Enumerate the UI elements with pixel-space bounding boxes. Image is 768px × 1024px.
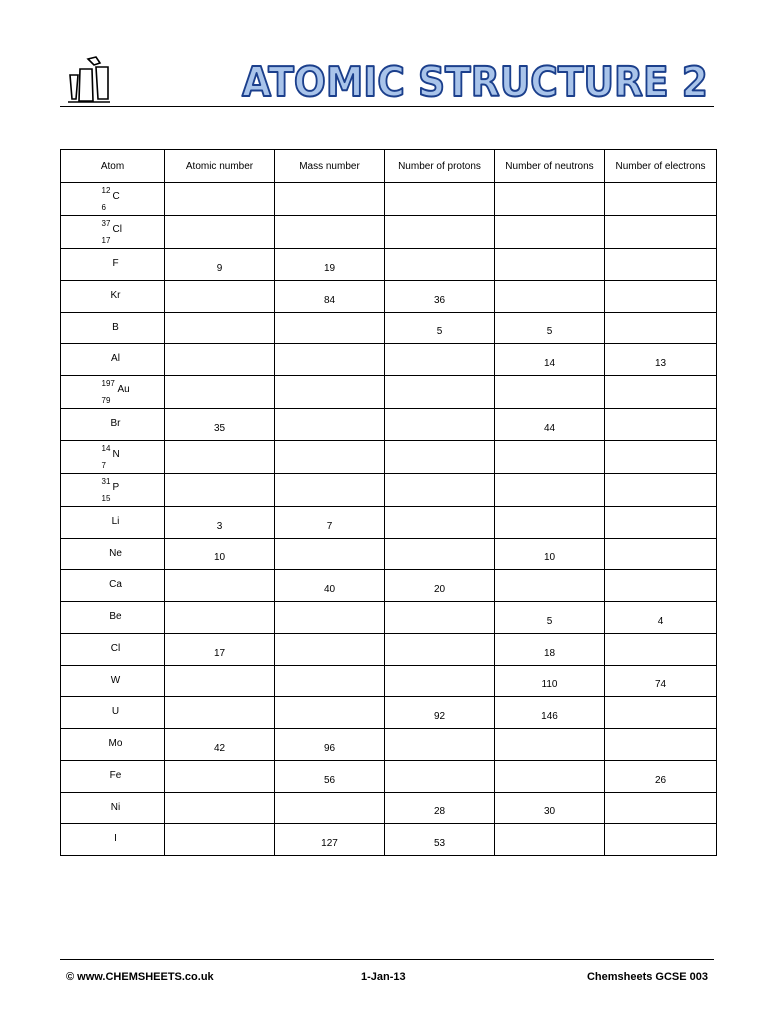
element-symbol: Au <box>117 384 130 395</box>
protons-cell[interactable] <box>385 344 495 376</box>
mass-number-superscript: 14 <box>101 443 111 453</box>
protons-cell[interactable] <box>385 602 495 634</box>
neutrons-cell[interactable] <box>495 216 605 249</box>
atom-cell <box>61 792 165 824</box>
table-row <box>61 538 717 570</box>
table-row <box>61 249 717 281</box>
isotope-notation <box>101 186 132 212</box>
element-symbol: N <box>112 448 120 460</box>
column-header-atom: Atom <box>61 150 165 183</box>
table-row <box>61 760 717 792</box>
mass-number-superscript: 31 <box>101 476 111 486</box>
atomic-number-subscript: 7 <box>101 460 106 470</box>
neutrons-cell[interactable]: 110 <box>495 665 605 697</box>
mass-number-cell[interactable]: 56 <box>275 760 385 792</box>
electrons-cell[interactable] <box>605 183 717 216</box>
atom-cell <box>61 760 165 792</box>
protons-cell[interactable]: 36 <box>385 280 495 312</box>
table-row <box>61 409 717 441</box>
column-header-neutrons: Number of neutrons <box>495 150 605 183</box>
mass-number-superscript: 12 <box>101 186 111 195</box>
atomic-number-subscript: 17 <box>101 236 111 245</box>
table-row <box>61 280 717 312</box>
element-symbol: Al <box>111 353 120 365</box>
neutrons-cell[interactable] <box>495 729 605 761</box>
element-symbol: Fe <box>109 769 122 781</box>
mass-number-cell[interactable] <box>275 602 385 634</box>
protons-cell[interactable] <box>385 183 495 216</box>
protons-cell[interactable] <box>385 440 495 473</box>
element-symbol: Mo <box>108 738 123 749</box>
atomic-number-cell[interactable] <box>165 183 275 216</box>
atom-cell <box>61 409 165 441</box>
element-symbol: Kr <box>110 289 121 301</box>
neutrons-cell[interactable] <box>495 473 605 506</box>
table-header-row <box>61 150 717 183</box>
element-symbol: Br <box>110 418 121 429</box>
neutrons-cell[interactable]: 44 <box>495 409 605 441</box>
element-symbol: P <box>112 481 120 493</box>
electrons-cell[interactable]: 26 <box>605 760 717 792</box>
atomic-number-cell[interactable] <box>165 602 275 634</box>
column-header-protons: Number of protons <box>385 150 495 183</box>
electrons-cell[interactable] <box>605 440 717 473</box>
atom-cell <box>61 473 165 506</box>
electrons-cell[interactable] <box>605 570 717 602</box>
protons-cell[interactable] <box>385 249 495 281</box>
atom-cell <box>61 506 165 538</box>
atom-cell <box>61 697 165 729</box>
protons-cell[interactable] <box>385 409 495 441</box>
atomic-number-subscript: 15 <box>101 493 111 503</box>
element-symbol: F <box>112 258 119 269</box>
isotope-notation <box>101 476 132 503</box>
neutrons-cell[interactable] <box>495 280 605 312</box>
atomic-number-cell[interactable] <box>165 665 275 697</box>
atom-cell <box>61 344 165 376</box>
mass-number-cell[interactable] <box>275 440 385 473</box>
column-header-electrons: Number of electrons <box>605 150 717 183</box>
element-symbol: I <box>114 833 117 845</box>
mass-number-cell[interactable] <box>275 665 385 697</box>
electrons-cell[interactable] <box>605 216 717 249</box>
atom-cell <box>61 280 165 312</box>
element-symbol: Cl <box>112 224 122 235</box>
neutrons-cell[interactable] <box>495 440 605 473</box>
footer-date: 1-Jan-13 <box>361 971 406 983</box>
protons-cell[interactable] <box>385 376 495 409</box>
atom-cell <box>61 440 165 473</box>
element-symbol: Ca <box>109 579 122 591</box>
electrons-cell[interactable] <box>605 538 717 570</box>
atomic-number-cell[interactable]: 3 <box>165 506 275 538</box>
mass-number-cell[interactable]: 7 <box>275 506 385 538</box>
protons-cell[interactable] <box>385 760 495 792</box>
mass-number-cell[interactable] <box>275 697 385 729</box>
mass-number-superscript: 37 <box>101 219 111 228</box>
atom-cell <box>61 633 165 665</box>
neutrons-cell[interactable] <box>495 506 605 538</box>
atomic-number-cell[interactable] <box>165 344 275 376</box>
atomic-number-cell[interactable] <box>165 570 275 602</box>
atomic-number-cell[interactable]: 17 <box>165 633 275 665</box>
atom-cell <box>61 538 165 570</box>
table-row <box>61 376 717 409</box>
atomic-number-cell[interactable] <box>165 376 275 409</box>
header-divider <box>60 106 714 107</box>
table-row <box>61 183 717 216</box>
mass-number-cell[interactable] <box>275 183 385 216</box>
mass-number-cell[interactable]: 127 <box>275 824 385 856</box>
element-symbol: U <box>111 706 120 718</box>
neutrons-cell[interactable] <box>495 376 605 409</box>
electrons-cell[interactable] <box>605 409 717 441</box>
page-title <box>240 52 710 104</box>
atom-cell <box>61 570 165 602</box>
neutrons-cell[interactable]: 14 <box>495 344 605 376</box>
atom-cell <box>61 183 165 216</box>
atomic-number-cell[interactable] <box>165 760 275 792</box>
footer-website: © www.CHEMSHEETS.co.uk <box>66 971 214 983</box>
electrons-cell[interactable] <box>605 376 717 409</box>
neutrons-cell[interactable]: 10 <box>495 538 605 570</box>
mass-number-cell[interactable]: 96 <box>275 729 385 761</box>
mass-number-cell[interactable] <box>275 538 385 570</box>
neutrons-cell[interactable] <box>495 760 605 792</box>
atomic-number-cell[interactable]: 35 <box>165 409 275 441</box>
mass-number-cell[interactable] <box>275 216 385 249</box>
atomic-number-cell[interactable] <box>165 216 275 249</box>
neutrons-cell[interactable]: 146 <box>495 697 605 729</box>
neutrons-cell[interactable]: 5 <box>495 602 605 634</box>
element-symbol: B <box>112 321 119 333</box>
neutrons-cell[interactable]: 5 <box>495 312 605 344</box>
neutrons-cell[interactable] <box>495 183 605 216</box>
atomic-structure-table <box>60 149 717 856</box>
protons-cell[interactable] <box>385 473 495 506</box>
electrons-cell[interactable] <box>605 729 717 761</box>
neutrons-cell[interactable] <box>495 570 605 602</box>
element-symbol: Be <box>109 611 122 622</box>
atomic-number-subscript: 6 <box>101 203 106 212</box>
element-symbol: Ne <box>109 547 122 559</box>
atom-cell <box>61 824 165 856</box>
atomic-number-subscript: 79 <box>101 396 111 405</box>
protons-cell[interactable] <box>385 633 495 665</box>
electrons-cell[interactable] <box>605 633 717 665</box>
table-row <box>61 729 717 761</box>
neutrons-cell[interactable]: 30 <box>495 792 605 824</box>
neutrons-cell[interactable]: 18 <box>495 633 605 665</box>
protons-cell[interactable] <box>385 729 495 761</box>
isotope-notation <box>101 219 132 245</box>
electrons-cell[interactable] <box>605 280 717 312</box>
element-symbol: C <box>112 191 120 202</box>
electrons-cell[interactable] <box>605 506 717 538</box>
table-row <box>61 506 717 538</box>
element-symbol: Cl <box>110 642 121 654</box>
mass-number-cell[interactable]: 40 <box>275 570 385 602</box>
table-row <box>61 440 717 473</box>
neutrons-cell[interactable] <box>495 824 605 856</box>
neutrons-cell[interactable] <box>495 249 605 281</box>
atom-cell <box>61 249 165 281</box>
atom-cell <box>61 376 165 409</box>
atom-cell <box>61 729 165 761</box>
isotope-notation <box>101 443 132 470</box>
atomic-number-cell[interactable] <box>165 473 275 506</box>
element-symbol: Ni <box>110 801 121 813</box>
table-row <box>61 665 717 697</box>
atomic-number-cell[interactable]: 42 <box>165 729 275 761</box>
isotope-notation <box>101 379 132 405</box>
electrons-cell[interactable]: 74 <box>605 665 717 697</box>
table-row <box>61 602 717 634</box>
page-title-text: ATOMIC STRUCTURE 2 <box>242 58 708 104</box>
electrons-cell[interactable]: 4 <box>605 602 717 634</box>
table-row <box>61 216 717 249</box>
electrons-cell[interactable] <box>605 824 717 856</box>
table-row <box>61 824 717 856</box>
mass-number-superscript: 197 <box>101 379 115 388</box>
atomic-number-cell[interactable] <box>165 280 275 312</box>
mass-number-cell[interactable] <box>275 344 385 376</box>
footer-code: Chemsheets GCSE 003 <box>586 971 708 983</box>
atomic-number-cell[interactable]: 9 <box>165 249 275 281</box>
atom-cell <box>61 602 165 634</box>
protons-cell[interactable]: 5 <box>385 312 495 344</box>
table-row <box>61 570 717 602</box>
protons-cell[interactable]: 53 <box>385 824 495 856</box>
electrons-cell[interactable]: 13 <box>605 344 717 376</box>
lab-glassware-icon <box>66 55 112 103</box>
protons-cell[interactable] <box>385 538 495 570</box>
atomic-number-cell[interactable] <box>165 792 275 824</box>
table-row <box>61 792 717 824</box>
protons-cell[interactable]: 92 <box>385 697 495 729</box>
element-symbol: Li <box>111 515 120 527</box>
table-row <box>61 633 717 665</box>
table-row <box>61 473 717 506</box>
protons-cell[interactable] <box>385 216 495 249</box>
electrons-cell[interactable] <box>605 249 717 281</box>
element-symbol: W <box>110 674 121 686</box>
atomic-number-cell[interactable] <box>165 312 275 344</box>
protons-cell[interactable] <box>385 506 495 538</box>
mass-number-cell[interactable]: 19 <box>275 249 385 281</box>
mass-number-cell[interactable] <box>275 409 385 441</box>
footer-divider <box>60 959 714 960</box>
atomic-number-cell[interactable]: 10 <box>165 538 275 570</box>
mass-number-cell[interactable] <box>275 376 385 409</box>
mass-number-cell[interactable] <box>275 633 385 665</box>
electrons-cell[interactable] <box>605 697 717 729</box>
atom-cell <box>61 312 165 344</box>
atom-cell <box>61 216 165 249</box>
mass-number-cell[interactable] <box>275 473 385 506</box>
atomic-number-cell[interactable] <box>165 697 275 729</box>
mass-number-cell[interactable] <box>275 312 385 344</box>
atomic-number-cell[interactable] <box>165 440 275 473</box>
mass-number-cell[interactable]: 84 <box>275 280 385 312</box>
column-header-mass-number: Mass number <box>275 150 385 183</box>
electrons-cell[interactable] <box>605 312 717 344</box>
column-header-atomic-number: Atomic number <box>165 150 275 183</box>
mass-number-cell[interactable] <box>275 792 385 824</box>
protons-cell[interactable]: 20 <box>385 570 495 602</box>
table-row <box>61 344 717 376</box>
table-row <box>61 697 717 729</box>
atom-cell <box>61 665 165 697</box>
table-row <box>61 312 717 344</box>
atomic-number-cell[interactable] <box>165 824 275 856</box>
protons-cell[interactable]: 28 <box>385 792 495 824</box>
electrons-cell[interactable] <box>605 473 717 506</box>
electrons-cell[interactable] <box>605 792 717 824</box>
protons-cell[interactable] <box>385 665 495 697</box>
